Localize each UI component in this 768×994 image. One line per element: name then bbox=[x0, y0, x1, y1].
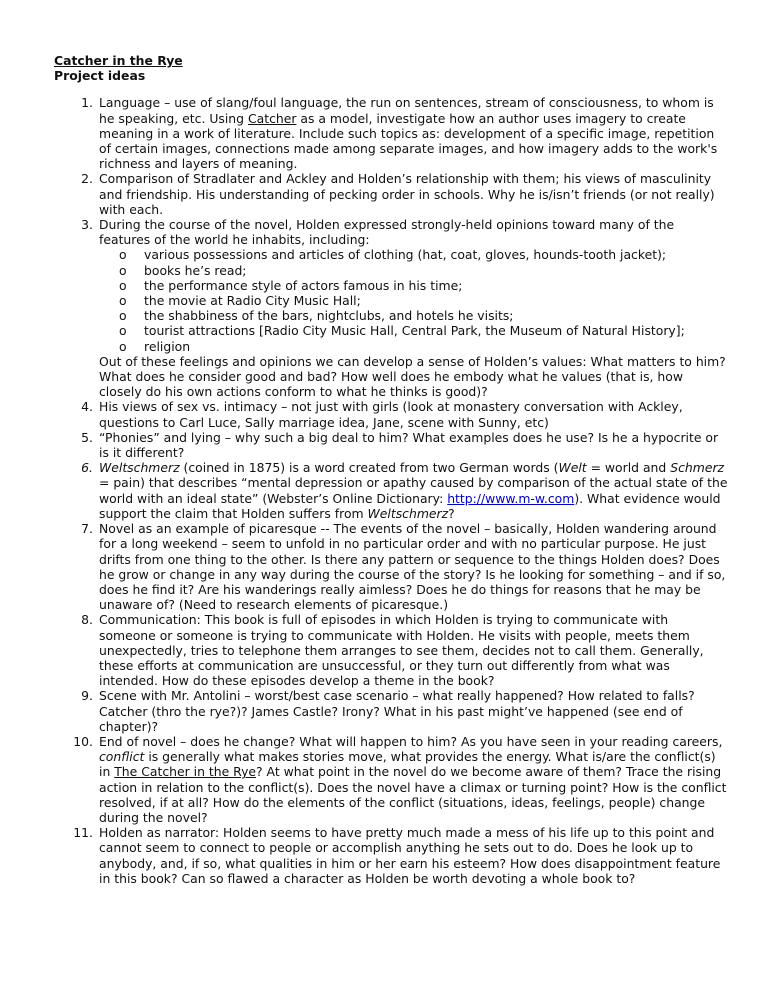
list-item-text bbox=[99, 399, 728, 429]
text-run: Communication: This book is full of episodes in which Holden is trying to communicate with someone or someone is trying to communicate with Holden. He visits with people, meets them unexpectedly, tries to telephone them arranges to see them, decides not to call them. Generally, these efforts at communication are unsuccessful, or they turn out differently from what was intended. How do these episodes develop a theme in the book? bbox=[99, 612, 704, 689]
text-run: “Phonies” and lying – why such a big deal to him? What examples does he use? Is he a hypocrite or is it different? bbox=[99, 429, 719, 461]
document-subtitle: Project ideas bbox=[54, 68, 146, 84]
text-run: Language – use of slang/foul language, the run on sentences, stream of consciousness, to whom is he speaking, etc. Using bbox=[99, 95, 714, 126]
sub-list-item-text: tourist attractions [Radio City Music Hall, Central Park, the Museum of Natural History]; bbox=[144, 323, 685, 339]
sub-list-item-text: books he’s read; bbox=[144, 262, 247, 278]
underlined-title: Catcher bbox=[247, 110, 297, 126]
list-item-text bbox=[99, 688, 728, 734]
text-run: Scene with Mr. Antolini – worst/best case scenario – what really happened? How related to falls? Catcher (thro the rye?)? James Castle? Irony? What in his past might’ve happened (see end of chapter)? bbox=[99, 688, 695, 734]
text-run: Comparison of Stradlater and Ackley and Holden’s relationship with them; his views of masculinity and friendship. His understanding of pecking order in schools. Why he is/isn’t friends (or not really) with each. bbox=[99, 171, 715, 217]
bullet-icon: o bbox=[119, 262, 127, 278]
text-run: is generally what makes stories move, what provides the energy. What is/are the conflict(s) in bbox=[99, 749, 716, 780]
text-run: During the course of the novel, Holden expressed strongly-held opinions toward many of the features of the world he inhabits, including: bbox=[99, 217, 675, 248]
list-item-text bbox=[99, 825, 728, 886]
text-run: End of novel – does he change? What will happen to him? As you have seen in your reading careers, bbox=[99, 733, 723, 749]
list-item-number: 10. bbox=[73, 733, 93, 749]
list-item-number: 3. bbox=[81, 217, 93, 233]
list-item bbox=[54, 95, 728, 171]
list-item-text bbox=[99, 460, 728, 521]
list-item-text bbox=[99, 430, 728, 460]
italic-text: Weltschmerz bbox=[367, 505, 449, 521]
list-item-number: 6. bbox=[81, 460, 93, 476]
list-item-text bbox=[99, 95, 728, 171]
project-ideas-list bbox=[54, 95, 728, 886]
sub-list-item bbox=[99, 293, 728, 308]
sub-list-item bbox=[99, 339, 728, 354]
bullet-icon: o bbox=[119, 308, 127, 324]
italic-text: Welt bbox=[558, 460, 587, 476]
list-item-text bbox=[99, 217, 728, 247]
list-item-number: 9. bbox=[81, 688, 93, 704]
list-item-text bbox=[99, 171, 728, 217]
list-item bbox=[54, 430, 728, 460]
sub-list-item-text: the movie at Radio City Music Hall; bbox=[144, 293, 361, 309]
list-item-number: 8. bbox=[81, 612, 93, 628]
list-item-number: 5. bbox=[81, 429, 93, 445]
bullet-icon: o bbox=[119, 277, 127, 293]
list-item bbox=[54, 612, 728, 688]
italic-text: Weltschmerz bbox=[99, 460, 180, 476]
sub-list bbox=[99, 247, 728, 353]
sub-list-item bbox=[99, 308, 728, 323]
underlined-title: The Catcher in the Rye bbox=[114, 764, 257, 780]
dictionary-link[interactable]: http://www.m-w.com bbox=[447, 490, 575, 506]
list-item-followup-text: Out of these feelings and opinions we can develop a sense of Holden’s values: What matters to him? What does he consider good and bad? How well does he embody what he values (that is, how closely do his own actions conform to what he thinks is good)? bbox=[99, 353, 726, 400]
sub-list-item bbox=[99, 263, 728, 278]
list-item bbox=[54, 825, 728, 886]
sub-list-item bbox=[99, 247, 728, 262]
sub-list-item bbox=[99, 323, 728, 338]
text-run: as a model, investigate how an author uses imagery to create meaning in a work of literature. Include such topics as: development of a specific image, repetition of certain images, connections made among separate images, and how imagery adds to the work's richness and layers of meaning. bbox=[99, 110, 718, 172]
bullet-icon: o bbox=[119, 293, 127, 309]
sub-list-item-text: religion bbox=[144, 338, 191, 354]
sub-list-item bbox=[99, 278, 728, 293]
list-item-number: 4. bbox=[81, 399, 93, 415]
text-run: ? At what point in the novel do we become aware of them? Trace the rising action in relation to the conflict(s). Does the novel have a climax or turning point? How is the conflict resolved, if at all? How do the elements of the conflict (situations, ideas, feelings, people) change during the novel? bbox=[99, 764, 727, 825]
text-run: (coined in 1875) is a word created from two German words ( bbox=[179, 460, 559, 476]
list-item-text bbox=[99, 734, 728, 825]
bullet-icon: o bbox=[119, 323, 127, 339]
list-item-number: 7. bbox=[81, 521, 93, 537]
sub-list-item-text: various possessions and articles of clothing (hat, coat, gloves, hounds-tooth jacket); bbox=[144, 247, 667, 263]
text-run: = pain) that describes “mental depression or apathy caused by comparison of the actual state of the world with an ideal state” (Webster’s Online Dictionary: bbox=[99, 475, 728, 506]
list-item-number: 11. bbox=[73, 825, 93, 841]
text-run: ? bbox=[448, 505, 455, 521]
text-run: His views of sex vs. intimacy – not just with girls (look at monastery conversation with Ackley, questions to Carl Luce, Sally marriage idea, Jane, scene with Sunny, etc) bbox=[99, 399, 683, 430]
list-item-text bbox=[99, 612, 728, 688]
list-item-number: 2. bbox=[81, 171, 93, 187]
italic-text: Schmerz bbox=[670, 460, 725, 476]
italic-text: conflict bbox=[99, 749, 145, 765]
sub-list-item-text: the performance style of actors famous in his time; bbox=[144, 277, 463, 293]
text-run: Holden as narrator: Holden seems to have pretty much made a mess of his life up to this point and cannot seem to connect to people or accomplish anything he sets out to do. Does he look up to anybody, and, if so, what qualities in him or her earn his esteem? How does disappointment feature in this book? Can so flawed a character as Holden be worth devoting a whole book to? bbox=[99, 825, 721, 886]
list-item-number: 1. bbox=[81, 95, 93, 111]
sub-list-item-text: the shabbiness of the bars, nightclubs, and hotels he visits; bbox=[144, 308, 514, 324]
document-title: Catcher in the Rye bbox=[54, 53, 183, 68]
list-item bbox=[54, 217, 728, 399]
bullet-icon: o bbox=[119, 338, 127, 354]
list-item bbox=[54, 521, 728, 612]
text-run: ). What evidence would support the claim that Holden suffers from bbox=[99, 490, 721, 521]
text-run: = world and bbox=[586, 460, 671, 476]
list-item bbox=[54, 460, 728, 521]
list-item bbox=[54, 734, 728, 825]
list-item bbox=[54, 688, 728, 734]
text-run: Novel as an example of picaresque -- The events of the novel – basically, Holden wandering around for a long weekend – seem to unfold in no particular order and with no particular purpose. He just drifts from one thing to the other. Is there any pattern or sequence to the things Holden does? Does he grow or change in any way during the course of the story? Is he looking for something – and if so, does he find it? Are his wanderings really aimless? Does he do things for reasons that he may be unaware of? (Need to research elements of picaresque.) bbox=[99, 521, 726, 613]
list-item bbox=[54, 171, 728, 217]
list-item-text bbox=[99, 521, 728, 612]
bullet-icon: o bbox=[119, 247, 127, 263]
list-item bbox=[54, 399, 728, 429]
